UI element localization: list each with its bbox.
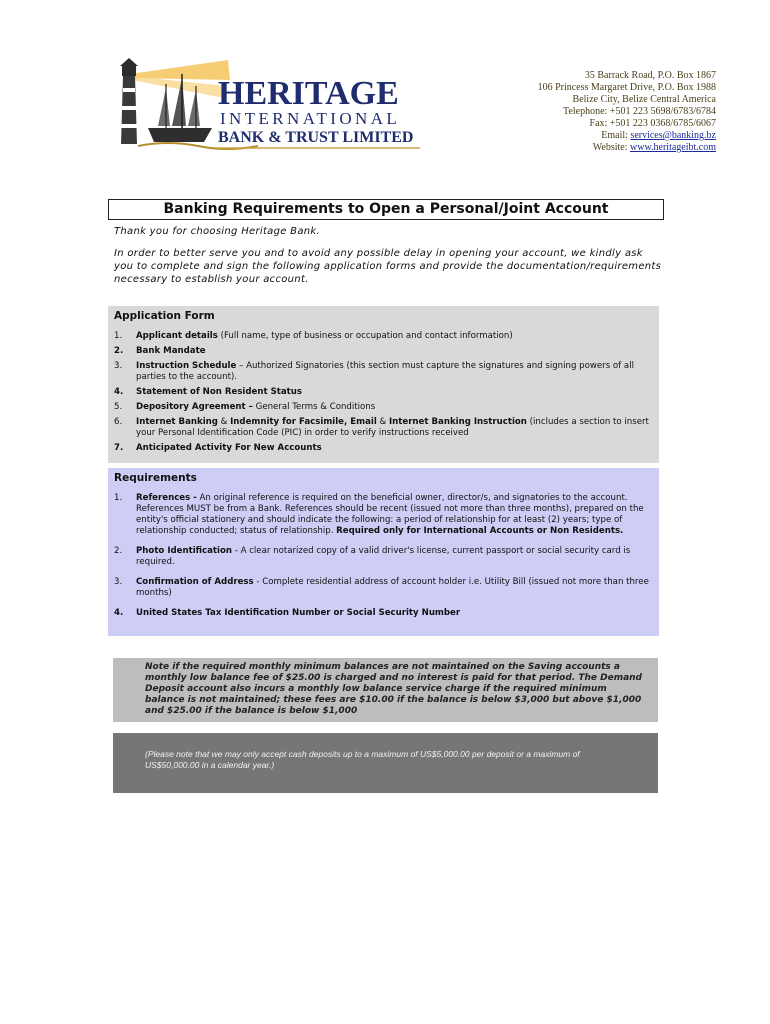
list-item: 4. Statement of Non Resident Status bbox=[114, 387, 303, 397]
address-line-2: 106 Princess Margaret Drive, P.O. Box 1988 bbox=[537, 82, 716, 93]
fax: Fax: +501 223 0368/6785/6067 bbox=[589, 118, 716, 129]
list-item: 3. Confirmation of Address - Complete residential address of account holder i.e. Utility Bill (issued not more than three months) bbox=[114, 577, 649, 598]
thanks-text: Thank you for choosing Heritage Bank. bbox=[114, 226, 320, 237]
website-link[interactable]: www.heritageibt.com bbox=[630, 142, 716, 153]
application-form-section bbox=[108, 306, 659, 463]
balance-fee-note bbox=[113, 658, 658, 722]
application-form-list bbox=[108, 331, 659, 454]
list-item: 4. United States Tax Identification Number or Social Security Number bbox=[114, 608, 461, 618]
cash-deposit-note bbox=[113, 733, 658, 793]
list-item: 1. Applicant details (Full name, type of business or occupation and contact information) bbox=[114, 331, 513, 341]
list-item: 2. Photo Identification - A clear notarized copy of a valid driver's license, current passport or social security card is required. bbox=[114, 546, 631, 567]
intro-body: In order to better serve you and to avoid any possible delay in opening your account, we kindly ask you to complete and sign the following application forms and provide the documentation/requirements necessary to establish your account. bbox=[114, 248, 662, 285]
list-item: 2. Bank Mandate bbox=[114, 346, 206, 356]
requirements-heading: Requirements bbox=[114, 472, 197, 484]
list-item: 3. Instruction Schedule – Authorized Signatories (this section must capture the signatures and signing powers of all parties to the account). bbox=[114, 361, 634, 382]
intro-text bbox=[114, 225, 664, 295]
list-item: 1. References - An original reference is required on the beneficial owner, director/s, and signatories to the account. References MUST be from a Bank. References should be recent (issued not more than three months), prepared on the entity's official stationery and should indicate the following: a period of relationship for at least (2) years; type of relationship conducted; status of relationship. Required only for International Accounts or Non Residents. bbox=[114, 493, 644, 536]
list-item: 5. Depository Agreement – General Terms & Conditions bbox=[114, 402, 376, 412]
address-line-1: 35 Barrack Road, P.O. Box 1867 bbox=[584, 70, 716, 81]
logo-wordmark-international: INTERNATIONAL bbox=[220, 109, 401, 128]
balance-fee-note-text: Note if the required monthly minimum balances are not maintained on the Saving accounts a monthly low balance fee of $25.00 is charged and no interest is paid for that period. The Demand Deposit account also incurs a monthly low balance service charge if the required minimum balance is not maintained; these fees are $10.00 if the balance is below $3,000 but above $1,000 and $25.00 if the balance is below $1,000 bbox=[145, 662, 642, 716]
email-line: Email: services@banking.bz bbox=[601, 130, 716, 141]
page-title: Banking Requirements to Open a Personal/Joint Account bbox=[108, 199, 664, 220]
contact-address bbox=[538, 70, 716, 154]
logo-wordmark-heritage: HERITAGE bbox=[218, 75, 399, 112]
list-item: 7. Anticipated Activity For New Accounts bbox=[114, 443, 322, 453]
logo-wordmark-bank-trust: BANK & TRUST LIMITED bbox=[218, 129, 414, 146]
requirements-section bbox=[108, 468, 659, 636]
requirements-list bbox=[108, 493, 659, 619]
telephone: Telephone: +501 223 5698/6783/6784 bbox=[563, 106, 716, 117]
bank-logo bbox=[108, 58, 424, 154]
list-item: 6. Internet Banking & Indemnity for Facsimile, Email & Internet Banking Instruction (includes a section to insert your Personal Identification Code (PIC) in order to verify instructions received bbox=[114, 417, 649, 438]
cash-deposit-note-text: (Please note that we may only accept cash deposits up to a maximum of US$5,000.00 per deposit or a maximum of US$50,000.00 in a calendar year.) bbox=[145, 749, 580, 770]
website-line: Website: www.heritageibt.com bbox=[592, 142, 716, 153]
application-form-heading: Application Form bbox=[114, 310, 215, 322]
address-line-3: Belize City, Belize Central America bbox=[572, 94, 716, 105]
email-link[interactable]: services@banking.bz bbox=[630, 130, 716, 141]
